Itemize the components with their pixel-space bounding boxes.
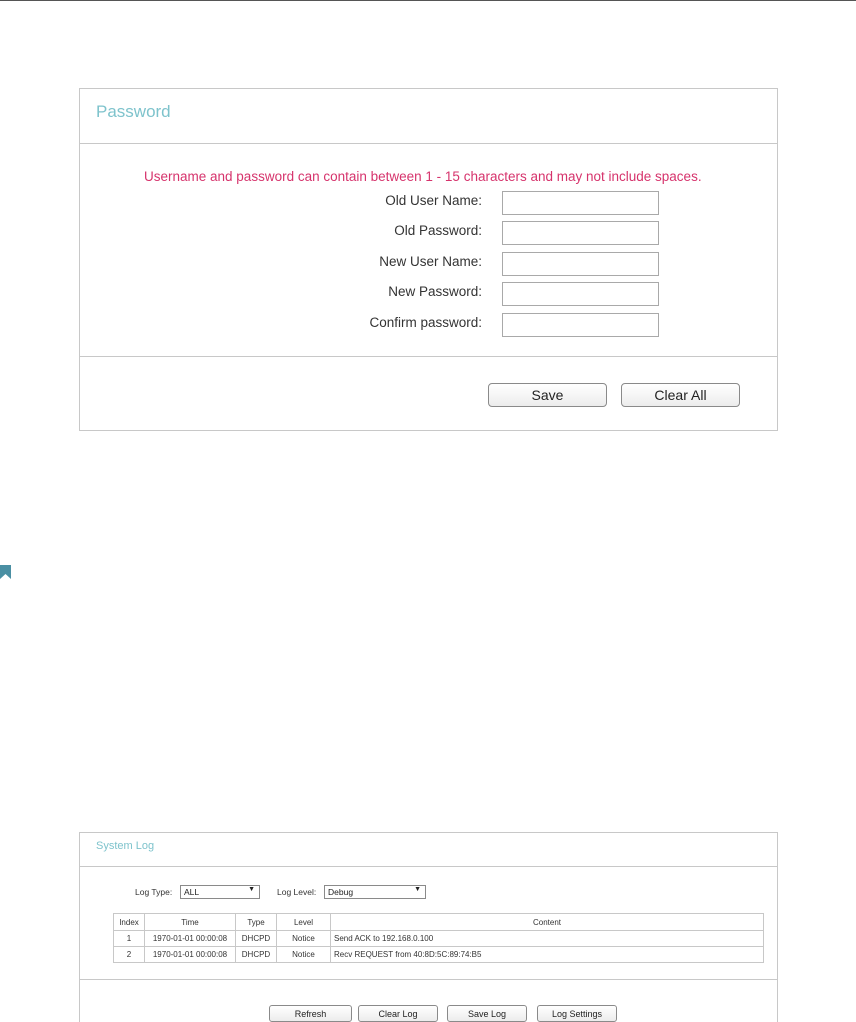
column-header-time: Time	[145, 914, 236, 931]
column-header-level: Level	[277, 914, 331, 931]
old-username-label: Old User Name:	[385, 193, 482, 208]
password-panel	[79, 88, 778, 431]
column-header-type: Type	[236, 914, 277, 931]
old-password-input[interactable]	[502, 221, 659, 245]
new-password-label: New Password:	[388, 284, 482, 299]
password-warning: Username and password can contain between 1 - 15 characters and may not include spaces.	[144, 169, 702, 184]
save-log-button[interactable]: Save Log	[447, 1005, 527, 1022]
old-username-input[interactable]	[502, 191, 659, 215]
table-row	[114, 947, 764, 963]
log-type-select[interactable]	[180, 885, 260, 899]
bookmark-icon	[0, 565, 11, 579]
cell-type: DHCPD	[236, 947, 277, 963]
dropdown-arrow-icon: ▼	[248, 886, 255, 893]
new-username-input[interactable]	[502, 252, 659, 276]
divider	[80, 356, 777, 357]
cell-content: Recv REQUEST from 40:8D:5C:89:74:B5	[331, 947, 764, 963]
table-row	[114, 931, 764, 947]
dropdown-arrow-icon: ▼	[414, 886, 421, 893]
column-header-content: Content	[331, 914, 764, 931]
log-level-label: Log Level:	[277, 887, 317, 897]
divider	[80, 866, 777, 867]
table-header-row	[114, 914, 764, 931]
save-button[interactable]: Save	[488, 383, 607, 407]
column-header-index: Index	[114, 914, 145, 931]
divider	[80, 979, 777, 980]
password-panel-title: Password	[96, 102, 171, 121]
cell-index: 2	[114, 947, 145, 963]
cell-time: 1970-01-01 00:00:08	[145, 947, 236, 963]
new-username-label: New User Name:	[379, 254, 482, 269]
log-type-label: Log Type:	[135, 887, 173, 897]
cell-level: Notice	[277, 947, 331, 963]
confirm-password-input[interactable]	[502, 313, 659, 337]
cell-content: Send ACK to 192.168.0.100	[331, 931, 764, 947]
log-level-value: Debug	[328, 887, 354, 897]
refresh-button[interactable]: Refresh	[269, 1005, 352, 1022]
top-divider	[0, 0, 856, 1]
log-level-select[interactable]	[324, 885, 426, 899]
cell-index: 1	[114, 931, 145, 947]
clear-log-button[interactable]: Clear Log	[358, 1005, 438, 1022]
system-log-panel	[79, 832, 778, 1022]
log-table	[113, 913, 764, 963]
confirm-password-label: Confirm password:	[369, 315, 482, 330]
log-type-value: ALL	[184, 887, 200, 897]
cell-type: DHCPD	[236, 931, 277, 947]
cell-level: Notice	[277, 931, 331, 947]
cell-time: 1970-01-01 00:00:08	[145, 931, 236, 947]
system-log-title: System Log	[96, 840, 155, 852]
clear-all-button[interactable]: Clear All	[621, 383, 740, 407]
old-password-label: Old Password:	[394, 223, 482, 238]
log-settings-button[interactable]: Log Settings	[537, 1005, 617, 1022]
new-password-input[interactable]	[502, 282, 659, 306]
divider	[80, 143, 777, 144]
